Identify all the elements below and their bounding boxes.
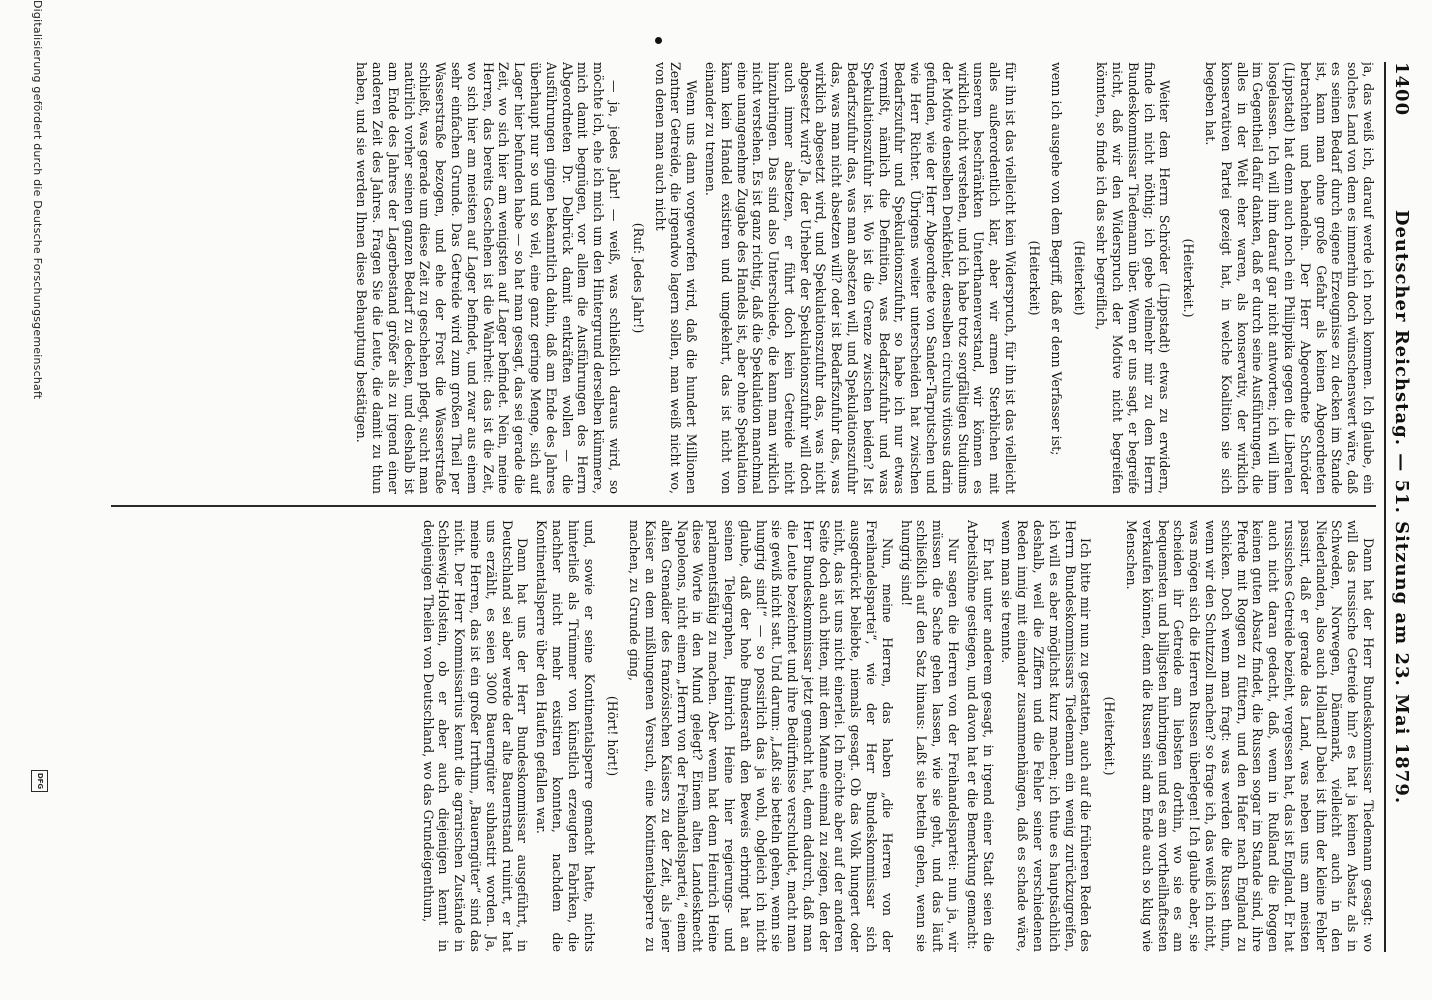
paragraph: Dann hat der Herr Bundeskommissar Tiedemann gesagt: wo will das russische Getreide hin? es hat ja keinen Absatz als in Schweden, Norwegen, Dänemark, vielleicht auch in den Niederlanden, also auch Holland! Dabei ist ihm der kleine Fehler passirt, daß er gerade das Land, was neben uns am meisten russisches Getreide bezieht, vergessen hat, das ist England. Er hat auch nicht daran gedacht, daß, wenn in Rußland die Roggen keinen guten Absatz findet, die Russen sogar im Stande sind, ihre Pferde mit Roggen zu füttern, und den Hafer nach England zu schicken. Doch wenn man fragt: was werden die Russen thun, wenn wir den Schutzzoll machen? so frage ich, das weiß ich nicht, was mögen sich die Herren Russen überlegen! Ich glaube aber, sie scheiden ihr Getreide am liebsten dorthin, wo sie es am bequemsten und billigsten hinbringen und es am vortheilhaftesten verkaufen können, denn die Russen sind am Ende auch so klug wie Menschen. bbox=[1124, 520, 1376, 952]
interjection: (Hört! hört!) bbox=[605, 695, 621, 777]
paragraph: ja, das weiß ich, darauf werde ich noch kommen. Ich glaube, ein solches Land von dem es immerhin doch wünschenswert wäre, daß es seinen Bedarf durch eigene Erzeugnisse zu decken im Stande ist, kann man ohne große Gefahr als keinen Abgeordneten betrachten und behandeln. Der Herr Abgeordnete Schröder (Lippstadt) hat denn auch noch ein Philippika gegen die Liberalen losgelassen. Ich will ihm darauf gar nicht antworten; ich will ihm im Gegentheil dafür danken, daß er durch seine Ausführungen, die alles in der Welt eher waren, als konservativ, der wirklich konservativen Partei gezeigt hat, in welche Koalition sie sich begeben hat. bbox=[1203, 62, 1376, 494]
interjection: (Heiterkeit) bbox=[1072, 240, 1088, 316]
running-title: Deutscher Reichstag. — 51. Sitzung am 23. Mai 1879. bbox=[1391, 209, 1412, 805]
paragraph: wenn ich ausgehe von dem Begriff, daß er denn Verfasser ist; bbox=[1048, 62, 1064, 456]
paragraph: Er hat unter anderem gesagt, in irgend einer Stadt seien die Arbeitslöhne gestiegen, und davon hat er die Bemerkung gemacht: bbox=[964, 520, 996, 952]
column-divider bbox=[111, 505, 1376, 507]
left-column bbox=[76, 62, 1376, 494]
paragraph: Nun, meine Herren, das haben „die Herren von der Freihandelspartei“, wie der Herr Bundeskommissar sich ausgedrückt beliebte, niemals gesagt. Ob das Volk hungert oder nicht, das ist uns nicht einerlei. Ich möchte aber auf der anderen Seite doch auch bitten, mit dem Manne einmal zu zeigen, den der Herr Bundeskommissar jetzt gemacht hat, denn dadurch, daß man die Leute bezeichnet und ihre Bedürfnisse verschuldet, macht man sie gewiß nicht satt. Und darum: „Laßt sie betteln gehen, wenn sie hungrig sind!“ — so possirlich das ja wohl, obgleich ich nicht glaube, daß der hohe Bundesrath den Beweis erbringt hat an seinen Telegraphen, Heinrich Heine hier regierungs- und parlamentsfähig zu machen. Aber wenn hat denn Heinrich Heine diese Worte in den Mund gelegt? Einem alten Landesknecht Napoleons, nicht einem „Herrn von der Freihandelspartei,“ einem alten Grenadier des französischen Kaisers zu der Zeit, als jener Kaiser an dem mißlungenen Versuch, eine Kontinentalsperre zu machen, zu Grunde ging, bbox=[627, 520, 895, 952]
header-rule bbox=[1384, 62, 1386, 952]
dfg-logo: DFG bbox=[31, 770, 48, 792]
quotation: Nur sagen die Herren von der Freihandelspartei: nun ja, wir müssen die Sache gehen lassen, wie sie geht, und das läuft schließlich auf den Satz hinaus: Laßt sie betteln gehen, wenn sie hungrig sind! bbox=[898, 520, 962, 952]
digitization-credit: Digitalisierung gefördert durch die Deutsche Forschungsgemeinschaft bbox=[31, 0, 44, 400]
right-column bbox=[76, 520, 1376, 952]
interjection: (Heiterkeit) bbox=[1026, 240, 1042, 316]
paragraph: Wenn uns dann vorgeworfen wird, daß die hundert Millionen Zentner Getreide, die irgendwo lagern sollen, man weiß nicht wo, von denen man auch nicht bbox=[652, 62, 700, 494]
page-number: 1400 bbox=[1391, 62, 1412, 117]
paragraph: für ihn ist das vielleicht kein Widerspruch, für ihn ist das vielleicht alles außerordentlich klar, aber wir armen Sterblichen mit unserem beschränkten Unterthanenverstand, wir können es wirklich nicht verstehen, und ich habe trotz sorgfältigen Studiums der Motive denselben Denkfehler, denselben circulus vitiosus darin gefunden, wie der Herr Abgeordnete von Sander-Tarputschen und wie Herr Richter. Übrigens weiter unterscheiden hat zwischen Bedarfszufuhr und Spekulationszufuhr, so habe ich nur etwas vermißt, nämlich die Definition, was Bedarfszufuhr und was Spekulationszufuhr ist. Wo ist die Grenze zwischen beiden? Ist Bedarfszufuhr das, was man absetzen will, und Spekulationszufuhr das, was man nicht absetzen will? oder ist Bedarfszufuhr das, was wirklich abgesetzt wird, und Spekulationszufuhr das, was nicht abgesetzt wird? Ja, der Urheber der Spekulationszufuhr will doch auch immer absetzen, er führt doch kein Getreide nicht hinzubringen. Das sind also Unterschiede, die kann man wirklich nicht verstehen. Es ist ganz richtig, daß die Spekulation manchmal eine unangenehme Zugabe des Handels ist, aber ohne Spekulation kann kein Handel existiren und umgekehrt, das ist nicht von einander zu trennen. bbox=[702, 62, 1019, 494]
interjection: (Heiterkeit.) bbox=[1181, 238, 1197, 318]
paragraph: Ich bitte mir nun zu gestatten, auch auf die früheren Reden des Herrn Bundeskommissars Tiedemann ein wenig zurückzugreifen, ich will es aber möglichst kurz machen; ich thue es hauptsächlich deshalb, weil die Ziffern und die Fehler seiner verschiedenen Reden innig mit einander zusammenhängen, daß es schade wäre, wenn man sie trennte. bbox=[999, 520, 1094, 952]
paragraph: Dann hat uns der Herr Bundeskommissar ausgeführt, in Deutschland sei aber werde der alte Bauernstand ruinirt, er hat uns erzählt, es seien 3000 Bauerngüter subhastirt worden. Ja, meine Herren, das ist ein großer Irrthum, „Bauerngüter“ sind das nicht. Der Herr Kommissarius kennt die agrarischen Zustände in Schleswig-Holstein, ob er aber auch diejenigen kennt in denjenigen Theilen von Deutschland, wo das Grundeigenthum, bbox=[420, 520, 531, 952]
paragraph: — ja, jedes Jahr! — weiß, was schließlich daraus wird, so möchte ich, ehe ich mich um den Hintergrund derselben kümmere, mich damit begnügen, vor allem die Ausführungen des Herrn Abgeordneten Dr. Delbrück damit entkräften wollen — die Ausführungen gingen bekanntlich dahin, daß am Ende des Jahres überhaupt nur so und so viel, eine ganz geringe Menge, sich auf Lager hier befunden habe — so hat man gesagt, das sei gerade die Zeit, wo sich hier am wenigsten auf Lager befindet. Nein, meine Herren, das bereits Geschehen ist die Wahrheit: das ist die Zeit, wo sich hier am meisten auf Lager befindet, und zwar aus einem sehr einfachen Grunde. Das Getreide wird zum großen Theil per Wasserstraße bezogen, und ehe der Frost die Wasserstraße schließt, was gerade um diese Zeit zu geschehen pflegt, sucht man natürlich vorher seinen ganzen Bedarf zu decken, und deshalb ist am Ende des Jahres der Lagerbestand größer als zu irgend einer anderen Zeit des Jahres. Fragen Sie die Leute, die damit zu thun haben, und sie werden Ihnen diese Behauptung bestätigen. bbox=[354, 62, 622, 494]
interjection: (Heiterkeit.) bbox=[1102, 696, 1118, 776]
paragraph: Weiter dem Herrn Schröder (Lippstadt) etwas zu erwidern, finde ich nicht nöthig; ich gebe vielmehr mir zu dem Herrn Bundeskommissar Tiedemann über. Wenn er uns sagt, er begreife nicht, daß wir den Widerspruch der Motive nicht begreifen könnten, so finde ich das sehr begreiflich, bbox=[1094, 62, 1173, 494]
paragraph: und, sowie er seine Kontinentalsperre gemacht hatte, nichts hinterließ als Trümmer von künstlich erzeugten Fabriken, die nachher nicht mehr existiren konnten, nachdem die Kontinentalsperre über den Haufen gefallen war. bbox=[534, 520, 597, 952]
interjection: (Ruf: Jedes Jahr!) bbox=[630, 222, 646, 334]
page-header bbox=[1384, 62, 1414, 952]
